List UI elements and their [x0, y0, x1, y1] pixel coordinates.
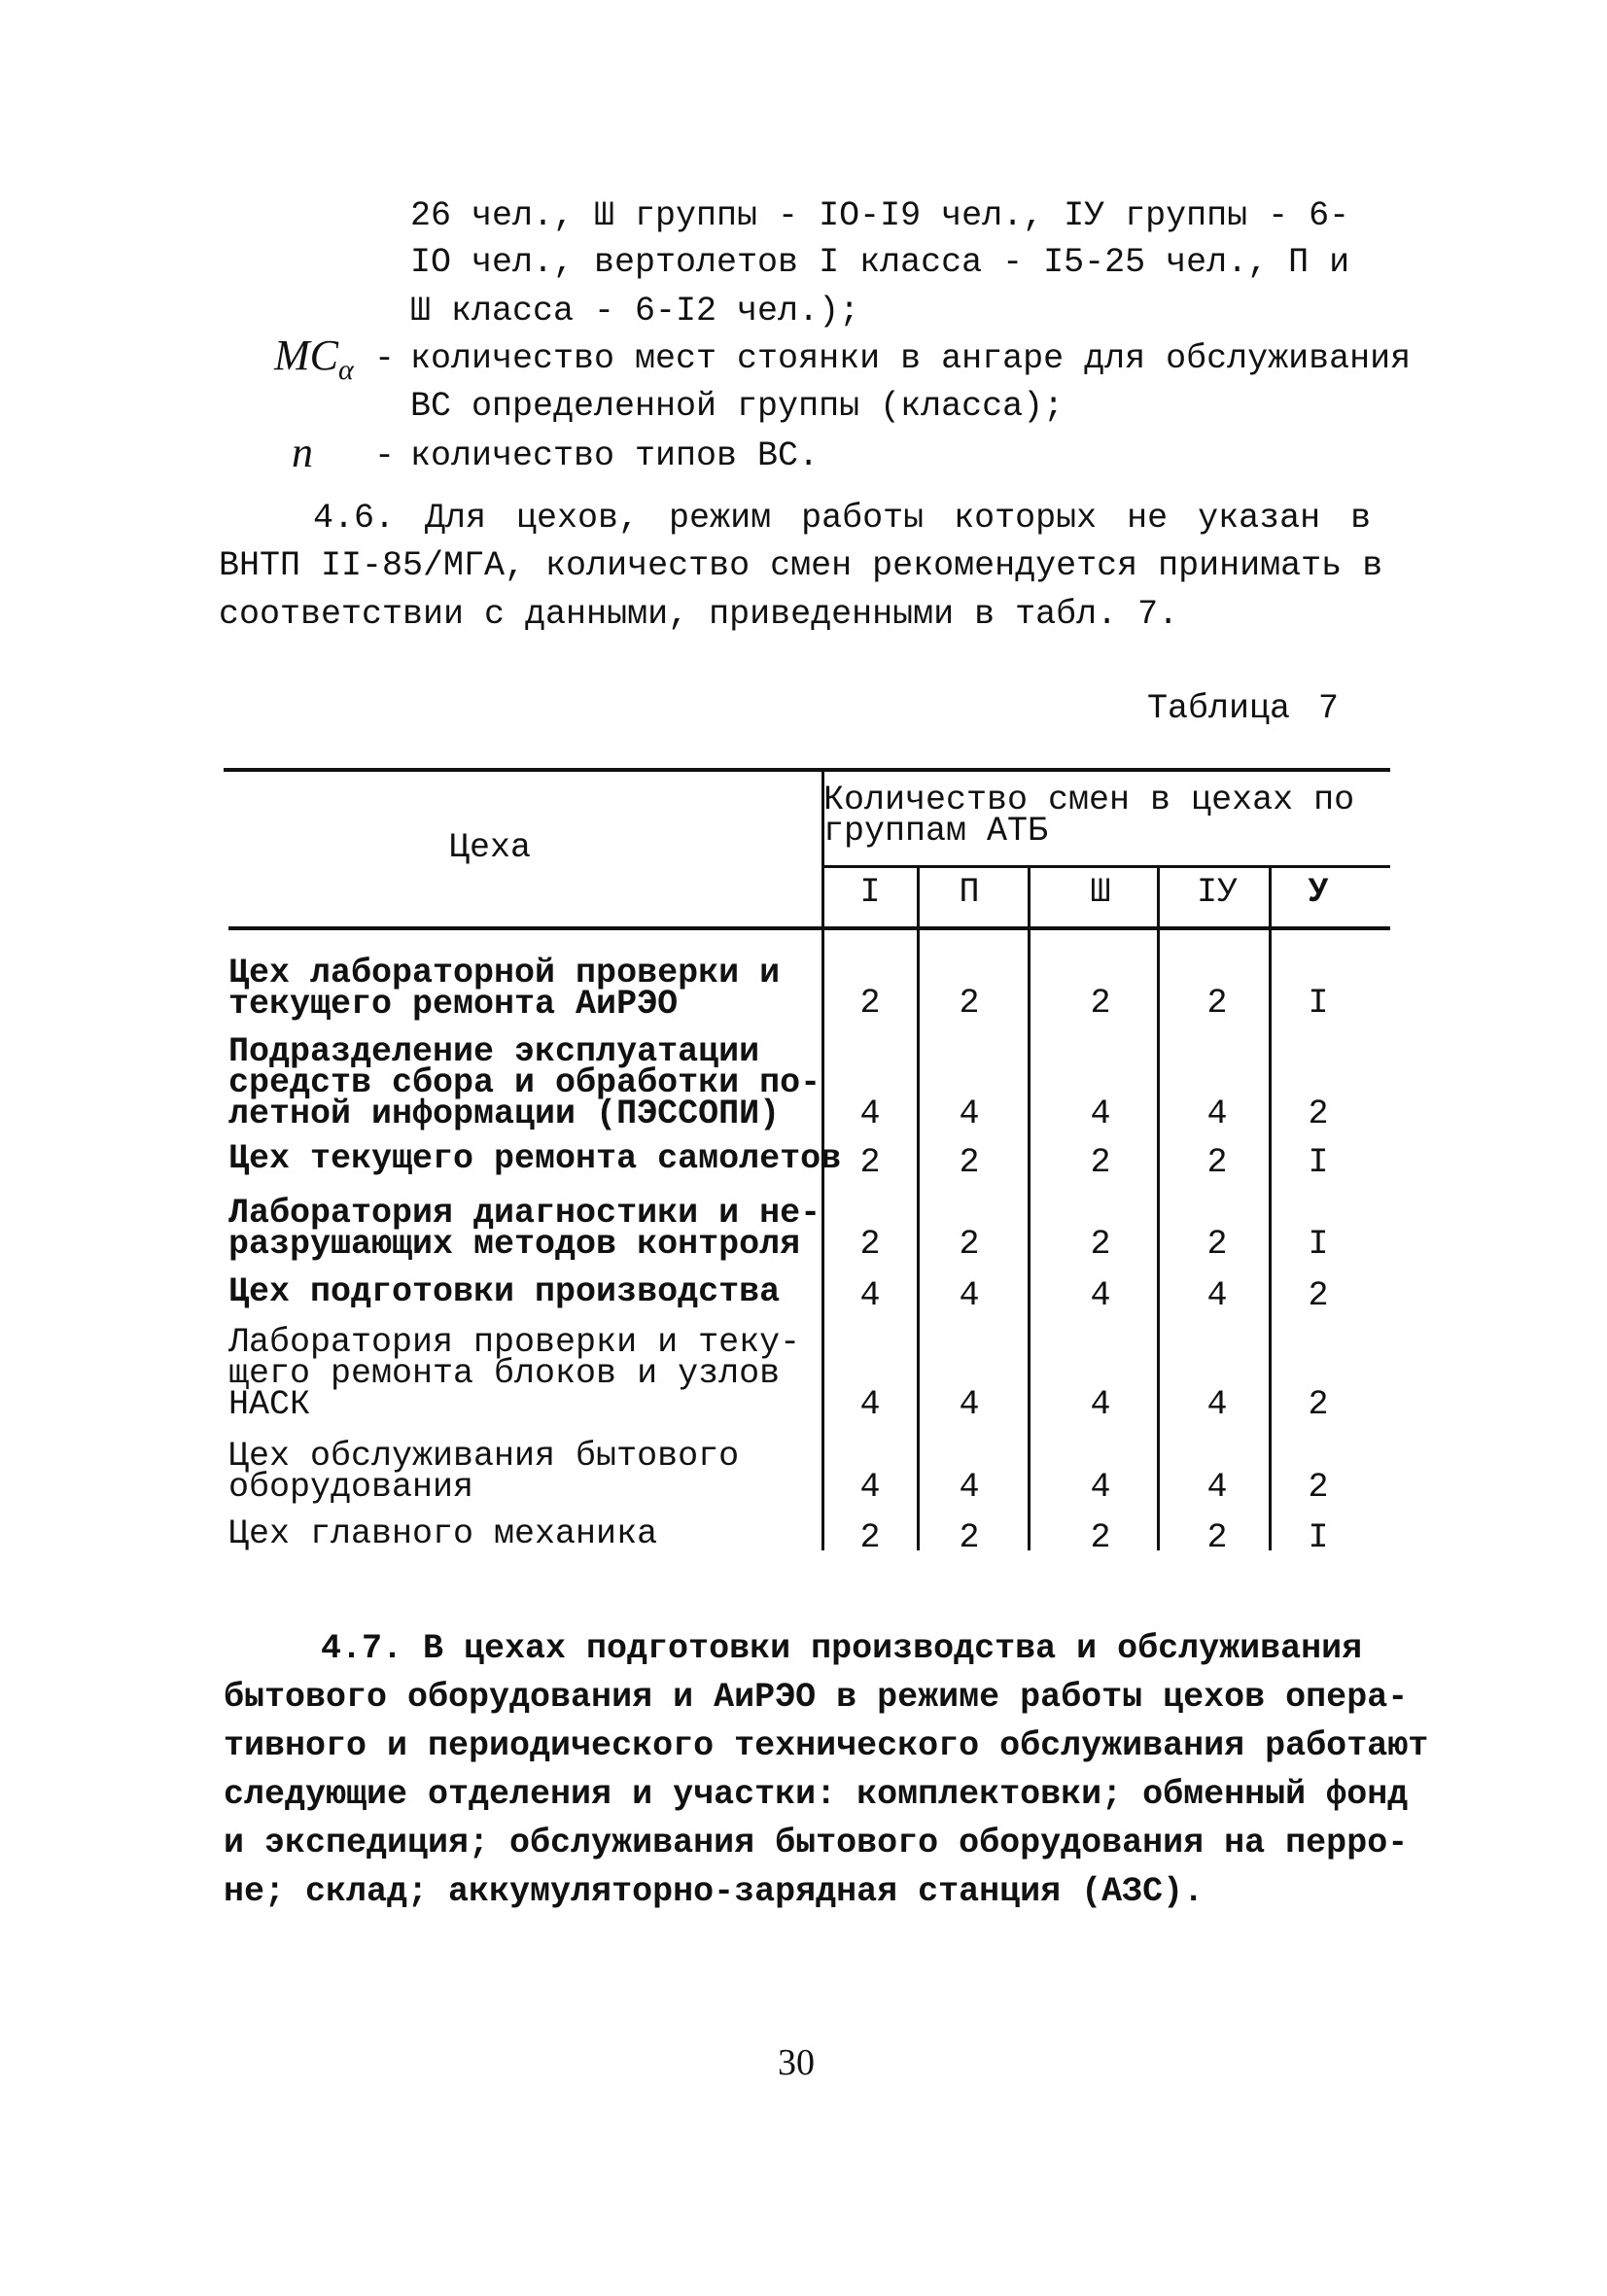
definition-dash-1: - — [374, 339, 396, 378]
table-row-8-group-3-value: 2 — [1090, 1518, 1111, 1557]
table-row-2-group-2-value: 4 — [959, 1095, 980, 1133]
table-row-7-group-5-value: 2 — [1308, 1468, 1329, 1507]
group-header-1: I — [859, 873, 881, 912]
table-row-4-group-1-value: 2 — [859, 1225, 881, 1264]
group-header-5: У — [1308, 873, 1329, 912]
paragraph-4-7-line-5: и экспедиция; обслуживания бытового оборудования на перро- — [224, 1824, 1409, 1862]
table-row-1-group-4-value: 2 — [1206, 984, 1228, 1023]
table-row-2-group-5-value: 2 — [1308, 1095, 1329, 1133]
page-number: 30 — [778, 2042, 815, 2083]
table-row-1-name-line-2: текущего ремонта АиРЭО — [228, 985, 679, 1024]
paragraph-4-7-line-2: бытового оборудования и АиРЭО в режиме работы цехов опера- — [224, 1678, 1409, 1717]
paragraph-4-6-line-3: соответствии с данными, приведенными в табл. 7. — [219, 595, 1179, 634]
symbol-alpha-subscript: α — [338, 353, 354, 386]
paragraph-4-7-line-6: не; склад; аккумуляторно-зарядная станция (АЗС). — [224, 1872, 1205, 1911]
table-group-header-line-2: группам АТБ — [823, 812, 1049, 851]
table-row-7-group-3-value: 4 — [1090, 1468, 1111, 1507]
table-row-6-name-line-2: щего ремонта блоков и узлов — [228, 1354, 781, 1393]
table-row-1-group-1-value: 2 — [859, 984, 881, 1023]
table-row-5-group-3-value: 4 — [1090, 1276, 1111, 1315]
definition-dash-2: - — [374, 436, 396, 475]
paragraph-4-6-line-2: ВНТП II-85/МГА, количество смен рекомендуется принимать в — [219, 546, 1383, 585]
table-row-2-name-line-3: летной информации (ПЭССОПИ) — [228, 1095, 781, 1133]
table-row-6-group-2-value: 4 — [959, 1385, 980, 1424]
table-row-8-group-2-value: 2 — [959, 1518, 980, 1557]
group-header-3: Ш — [1090, 873, 1111, 912]
table-row-5-group-2-value: 4 — [959, 1276, 980, 1315]
table-row-6-group-3-value: 4 — [1090, 1385, 1111, 1424]
table-row-4-group-2-value: 2 — [959, 1225, 980, 1264]
table-row-8-group-5-value: I — [1308, 1518, 1329, 1557]
table-col-header-shops: Цеха — [449, 828, 532, 867]
table-row-6-name-line-1: Лаборатория проверки и теку- — [228, 1323, 801, 1362]
table-row-1-group-3-value: 2 — [1090, 984, 1111, 1023]
table-row-7-group-4-value: 4 — [1206, 1468, 1228, 1507]
table-row-6-group-4-value: 4 — [1206, 1385, 1228, 1424]
table-row-6-group-1-value: 4 — [859, 1385, 881, 1424]
table-caption: Таблица 7 — [1147, 689, 1340, 728]
symbol-mc-alpha — [274, 330, 354, 387]
table-row-5-group-1-value: 4 — [859, 1276, 881, 1315]
symbol-mc: MC — [274, 331, 338, 379]
definition-mc-line-2: ВС определенной группы (класса); — [410, 387, 1065, 426]
continuation-line-1: 26 чел., Ш группы - IO-I9 чел., IУ группы - 6- — [410, 196, 1350, 235]
table-row-5-group-5-value: 2 — [1308, 1276, 1329, 1315]
paragraph-4-7-line-3: тивного и периодического технического обслуживания работают — [224, 1726, 1429, 1765]
table-row-2-group-3-value: 4 — [1090, 1095, 1111, 1133]
table-row-8-group-4-value: 2 — [1206, 1518, 1228, 1557]
table-row-4-group-3-value: 2 — [1090, 1225, 1111, 1264]
table-row-1-group-2-value: 2 — [959, 984, 980, 1023]
table-vline-1 — [917, 865, 920, 1550]
table-row-5-name-line-1: Цех подготовки производства — [228, 1272, 781, 1311]
table-vline-3 — [1157, 865, 1160, 1550]
table-row-1-group-5-value: I — [1308, 984, 1329, 1023]
table-row-3-group-1-value: 2 — [859, 1143, 881, 1182]
table-row-7-name-line-1: Цех обслуживания бытового — [228, 1437, 740, 1476]
table-row-4-name-line-1: Лаборатория диагностики и не- — [228, 1194, 821, 1233]
table-row-3-name-line-1: Цех текущего ремонта самолетов — [228, 1139, 842, 1178]
table-row-7-name-line-2: оборудования — [228, 1468, 474, 1507]
table-row-2-name-line-2: средств сбора и обработки по- — [228, 1063, 821, 1102]
table-row-6-name-line-3: НАСК — [228, 1385, 311, 1424]
table-row-8-name-line-1: Цех главного механика — [228, 1514, 658, 1553]
table-vline-2 — [1028, 865, 1031, 1550]
table-row-3-group-3-value: 2 — [1090, 1143, 1111, 1182]
definition-mc-line-1: количество мест стоянки в ангаре для обслуживания — [410, 339, 1412, 378]
definition-n-line-1: количество типов ВС. — [410, 436, 820, 475]
table-row-3-group-2-value: 2 — [959, 1143, 980, 1182]
table-row-8-group-1-value: 2 — [859, 1518, 881, 1557]
table-row-5-group-4-value: 4 — [1206, 1276, 1228, 1315]
table-row-2-name-line-1: Подразделение эксплуатации — [228, 1032, 760, 1071]
table-row-7-group-1-value: 4 — [859, 1468, 881, 1507]
table-row-4-group-4-value: 2 — [1206, 1225, 1228, 1264]
table-row-2-group-1-value: 4 — [859, 1095, 881, 1133]
table-row-7-group-2-value: 4 — [959, 1468, 980, 1507]
table-row-3-group-4-value: 2 — [1206, 1143, 1228, 1182]
table-row-1-name-line-1: Цех лабораторной проверки и — [228, 954, 781, 992]
table-row-2-group-4-value: 4 — [1206, 1095, 1228, 1133]
paragraph-4-6-line-1: 4.6. Для цехов, режим работы которых не указан в — [313, 499, 1372, 538]
continuation-line-2: IO чел., вертолетов I класса - I5-25 чел., П и — [410, 243, 1350, 282]
table-row-6-group-5-value: 2 — [1308, 1385, 1329, 1424]
paragraph-4-7-line-4: следующие отделения и участки: комплектовки; обменный фонд — [224, 1775, 1409, 1814]
table-row-4-name-line-2: разрушающих методов контроля — [228, 1225, 801, 1264]
symbol-n: n — [292, 429, 313, 476]
paragraph-4-7-line-1: 4.7. В цехах подготовки производства и обслуживания — [321, 1629, 1363, 1668]
table-row-3-group-5-value: I — [1308, 1143, 1329, 1182]
table-group-header-line-1: Количество смен в цехах по — [823, 781, 1355, 819]
header-bottom-rule — [228, 926, 1390, 930]
continuation-line-3: Ш класса - 6-I2 чел.); — [410, 292, 860, 330]
table-row-4-group-5-value: I — [1308, 1225, 1329, 1264]
group-header-rule — [821, 865, 1390, 868]
group-header-4: IУ — [1196, 873, 1238, 912]
group-header-2: П — [959, 873, 980, 912]
table-top-rule — [224, 768, 1390, 772]
table-vline-4 — [1269, 865, 1272, 1550]
